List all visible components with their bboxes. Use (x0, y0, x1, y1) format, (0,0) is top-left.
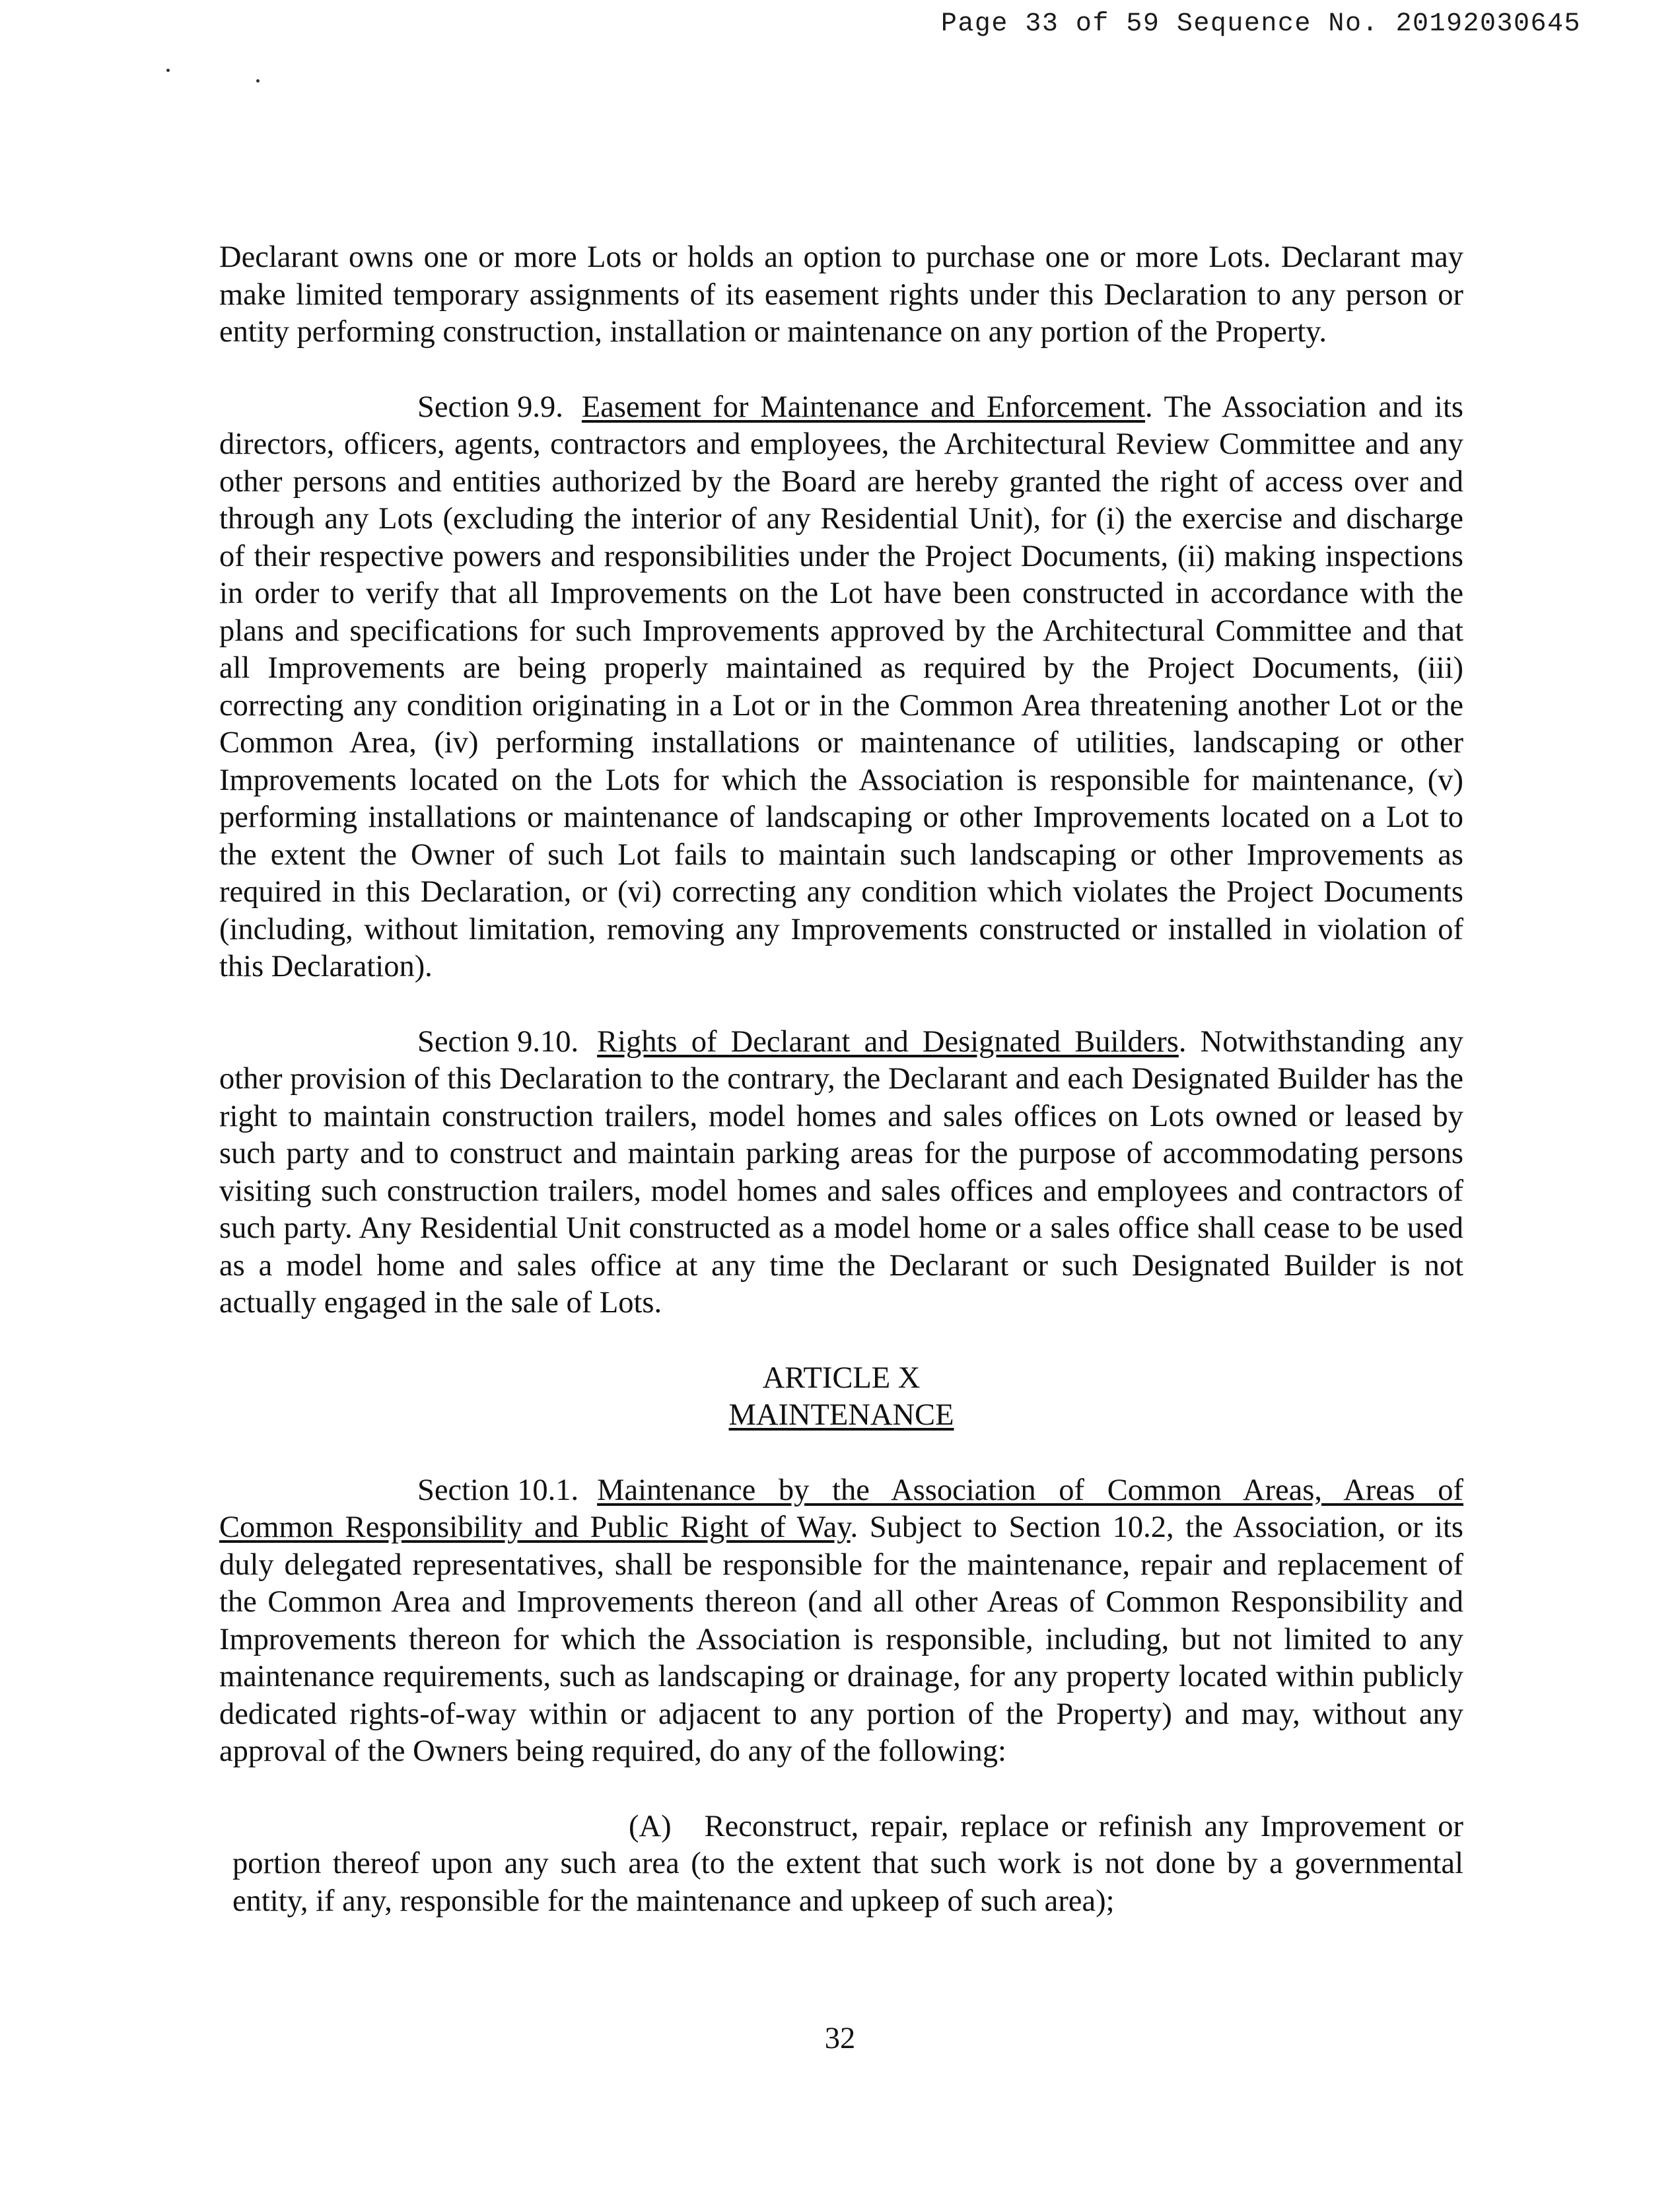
section-number: Section 9.9. (417, 390, 563, 424)
section-heading: Rights of Declarant and Designated Builders (597, 1024, 1179, 1059)
subsection-label: (A) (629, 1809, 672, 1843)
section-number: Section 9.10. (417, 1024, 579, 1059)
article-number: ARTICLE X (762, 1361, 921, 1395)
paragraph-continuation: Declarant owns one or more Lots or holds an option to purchase one or more Lots. Declarant may make limited temporary assignments of its easement rights under this Declaration to any person or entity performing construction, installation or maintenance on any portion of the Property. (219, 240, 1463, 349)
subsection-a (232, 1808, 1463, 1921)
section-9-10 (219, 1024, 1463, 1322)
section-heading: Easement for Maintenance and Enforcement (581, 390, 1146, 424)
section-text: . Notwithstanding any other provision of this Declaration to the contrary, the Declarant and each Designated Builder has the right to maintain construction trailers, model homes and sales offices on Lots owned or leased by such party and to construct and maintain parking areas for the purpose of accommodating persons visiting such construction trailers, model homes and sales offices and employees and contractors of such party. Any Residential Unit constructed as a model home or a sales office shall cease to be used as a model home and sales office at any time the Declarant or such Designated Builder is not actually engaged in the sale of Lots. (219, 1024, 1463, 1320)
document-body (219, 239, 1463, 1920)
section-10-1 (219, 1472, 1463, 1771)
page-sequence-header: Page 33 of 59 Sequence No. 20192030645 (940, 9, 1581, 39)
section-9-9 (219, 389, 1463, 986)
section-heading: Maintenance by the Association of Common Areas, Areas of Common Responsibility and Public Right of Way (219, 1473, 1463, 1544)
section-text: . Subject to Section 10.2, the Association, or its duly delegated representatives, shall be responsible for the maintenance, repair and replacement of the Common Area and Improvements thereon (and all other Areas of Common Responsibility and Improvements thereon for which the Association is responsible, including, but not limited to any maintenance requirements, such as landscaping or drainage, for any property located within publicly dedicated rights-of-way within or adjacent to any portion of the Property) and may, without any approval of the Owners being required, do any of the following: (219, 1510, 1463, 1768)
article-heading (219, 1360, 1463, 1435)
subsection-text: Reconstruct, repair, replace or refinish any Improvement or portion thereof upon any such area (to the extent that such work is not done by a governmental entity, if any, responsible for the maintenance and upkeep of such area); (232, 1809, 1463, 1918)
scan-speck (256, 79, 260, 83)
article-title: MAINTENANCE (728, 1398, 954, 1432)
section-text: . The Association and its directors, officers, agents, contractors and employees, the Architectural Review Committee and any other persons and entities authorized by the Board are hereby granted the right of access over and through any Lots (excluding the interior of any Residential Unit), for (i) the exercise and discharge of their respective powers and responsibilities under the Project Documents, (ii) making inspections in order to verify that all Improvements on the Lot have been constructed in accordance with the plans and specifications for such Improvements approved by the Architectural Committee and that all Improvements are being properly maintained as required by the Project Documents, (iii) correcting any condition originating in a Lot or in the Common Area threatening another Lot or the Common Area, (iv) performing installations or maintenance of utilities, landscaping or other Improvements located on the Lots for which the Association is responsible for maintenance, (v) performing installations or maintenance of landscaping or other Improvements located on a Lot to the extent the Owner of such Lot fails to maintain such landscaping or other Improvements as required in this Declaration, or (vi) correcting any condition which violates the Project Documents (including, without limitation, removing any Improvements constructed or installed in violation of this Declaration). (219, 390, 1463, 983)
section-number: Section 10.1. (417, 1473, 579, 1507)
page-number: 32 (824, 2022, 856, 2055)
scan-speck (166, 69, 170, 72)
